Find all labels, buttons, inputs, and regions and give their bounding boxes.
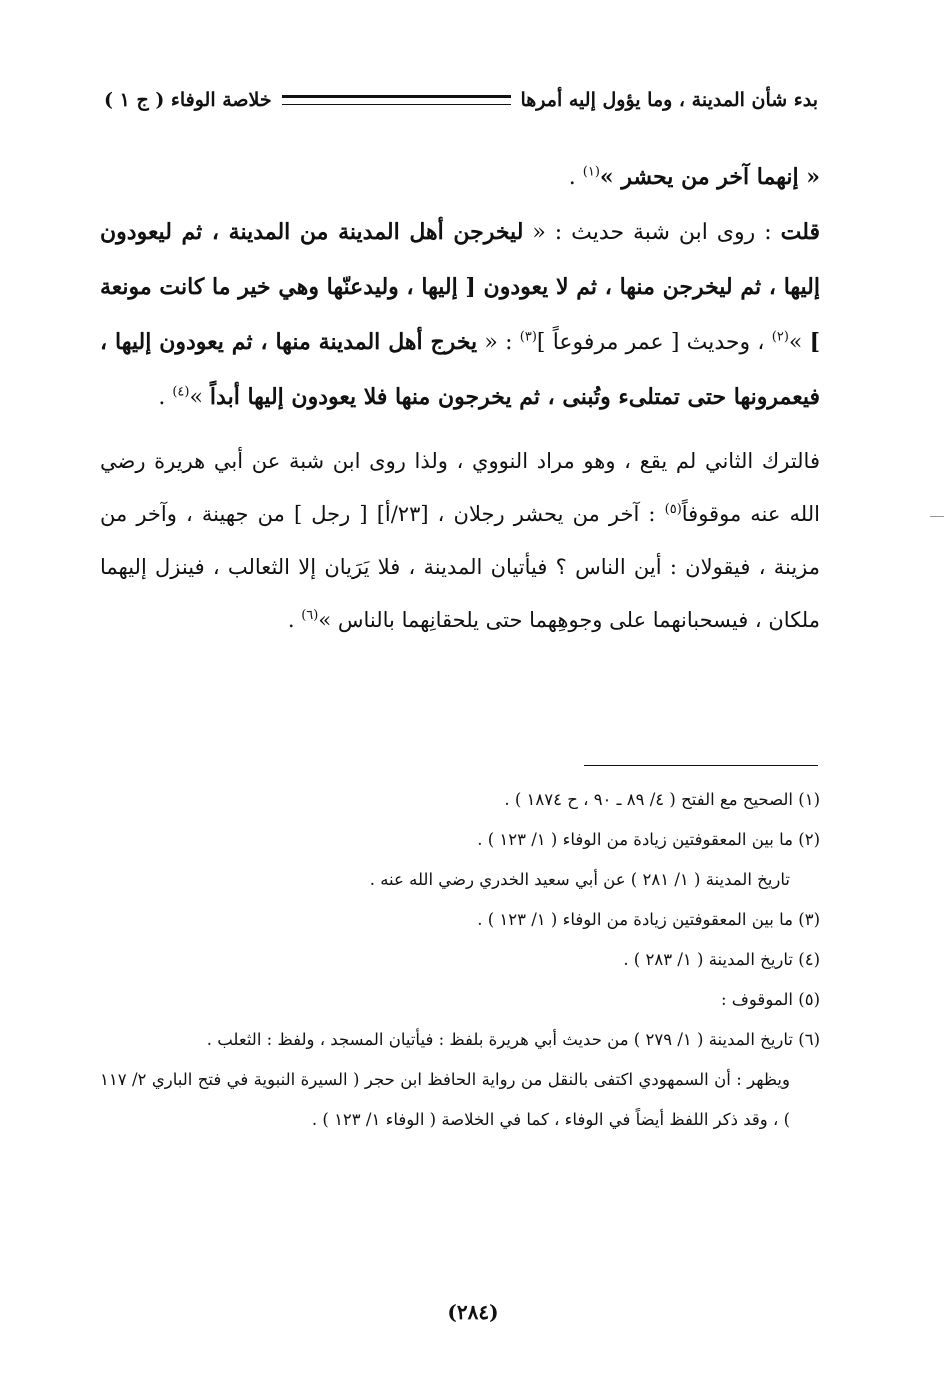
text-run: : روى ابن شبة حديث : « — [523, 220, 781, 245]
text-run: ، وحديث [ عمر مرفوعاً ] — [536, 330, 772, 355]
footnote-4: (٤) تاريخ المدينة ( ١/ ٢٨٣ ) . — [623, 950, 820, 969]
hadith-text: ليخرجن أهل المدينة من المدينة ، ثم ليعودون إليها ، ثم ليخرجن منها ، ثم لا يعودون [ إليها ، وليدعنّها وهي خير ما كانت مونعة ] — [100, 219, 821, 355]
book-title: خلاصة الوفاء ( ج ١ ) — [104, 89, 272, 111]
footnote-ref: (١) — [582, 164, 600, 180]
text-run: . — [287, 608, 302, 632]
text-run: » — [189, 385, 210, 410]
footnote-ref: (٥) — [664, 502, 682, 517]
main-text — [100, 150, 820, 647]
text-run: » — [788, 330, 810, 355]
text-run: . — [568, 165, 583, 190]
footnote-2: (٢) ما بين المعقوفتين زيادة من الوفاء ( ١/ ١٢٣ ) . — [477, 830, 820, 849]
footnote-separator — [584, 765, 818, 766]
footnote-5: (٥) الموقوف : — [721, 990, 820, 1009]
quote-text: « إنهما آخر من يحشر » — [599, 164, 820, 190]
footnote-3: (٣) ما بين المعقوفتين زيادة من الوفاء ( ١/ ١٢٣ ) . — [477, 910, 820, 929]
text-run: فالترك الثاني لم يقع ، وهو مراد النووي ، ولذا روى ابن شبة عن أبي هريرة رضي الله عنه موقوفاً — [100, 449, 820, 526]
hadith-text: يخرج أهل المدينة منها ، ثم يعودون إليها ، فيعمرونها حتى تمتلىء وتُبنى ، ثم يخرجون منها فلا يعودون إليها أبداً — [100, 329, 820, 410]
text-run: : آخر من يحشر رجلان ، [٢٣/أ] [ رجل ] من جهينة ، وآخر من مزينة ، فيقولان : أين الناس ؟ فيأتيان المدينة ، فلا يَرَيان إلا الثعالب ، فينزل إليهما ملكان ، فيسحبانهما على وجوهِهما حتى يلحقانِهما بالناس » — [100, 502, 820, 632]
footnote-6-continuation: ويظهر : أن السمهودي اكتفى بالنقل من رواية الحافظ ابن حجر ( السيرة النبوية في فتح الباري ٢/ ١١٧ ) ، وقد ذكر اللفظ أيضاً في الوفاء ، كما في الخلاصة ( الوفاء ١/ ١٢٣ ) . — [100, 1070, 790, 1129]
qult-label: قلت — [780, 219, 821, 245]
footnote-2-continuation: تاريخ المدينة ( ١/ ٢٨١ ) عن أبي سعيد الخدري رضي الله عنه . — [369, 870, 790, 889]
margin-mark — [930, 516, 944, 517]
footnote-1: (١) الصحيح مع الفتح ( ٤/ ٨٩ ـ ٩٠ ، ح ١٨٧٤ ) . — [504, 790, 820, 809]
text-run: : « — [477, 330, 520, 355]
running-header — [104, 82, 818, 118]
header-rule — [282, 95, 511, 105]
footnote-ref: (٢) — [771, 329, 789, 345]
text-run: . — [158, 385, 173, 410]
paragraph-1 — [100, 205, 820, 425]
paragraph-2 — [100, 435, 820, 647]
chapter-title: بدء شأن المدينة ، وما يؤول إليه أمرها — [520, 89, 818, 111]
footnote-6: (٦) تاريخ المدينة ( ١/ ٢٧٩ ) من حديث أبي هريرة بلفظ : فيأتيان المسجد ، ولفظ : الثعلب . — [206, 1030, 820, 1049]
footnote-ref: (٤) — [172, 384, 190, 400]
footnote-ref: (٦) — [301, 608, 319, 623]
opening-line — [100, 150, 820, 205]
footnote-ref: (٣) — [519, 329, 537, 345]
page-number: (٢٨٤) — [447, 1300, 499, 1324]
footnotes — [100, 780, 820, 1140]
